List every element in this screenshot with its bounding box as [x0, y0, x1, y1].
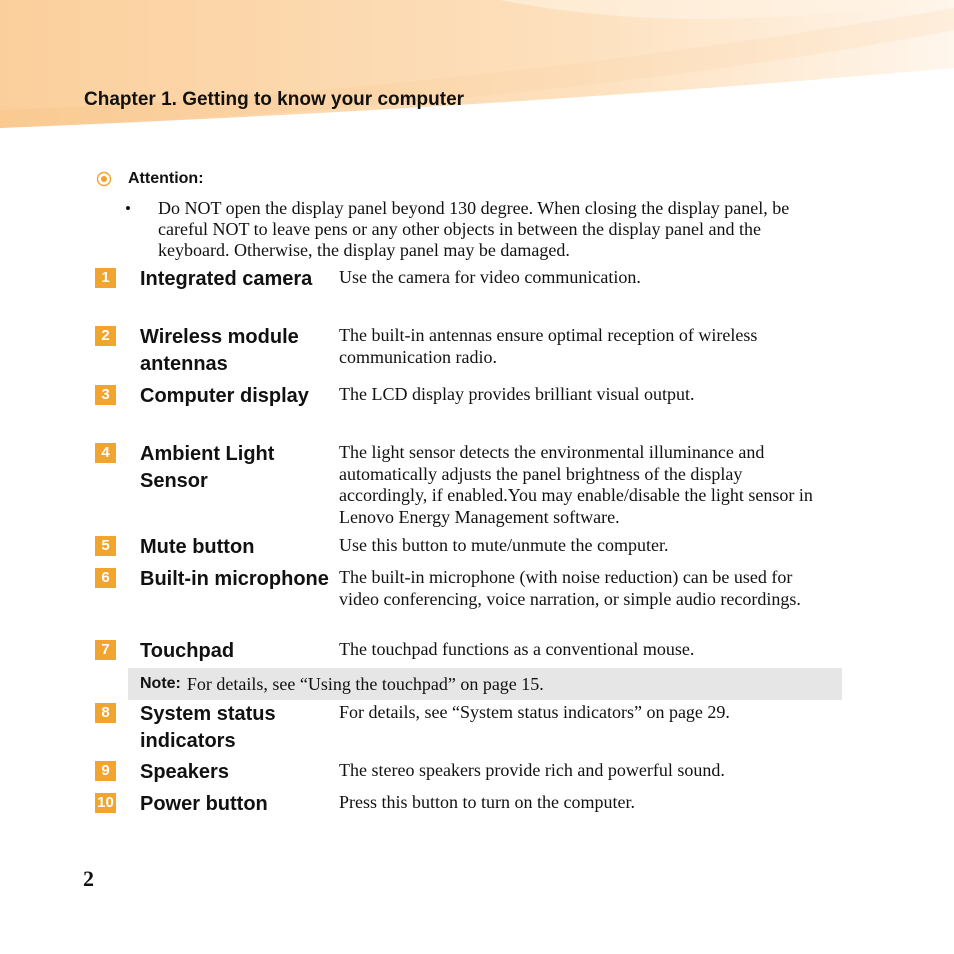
- component-label: Mute button: [140, 536, 255, 558]
- callout-number: 10: [95, 793, 116, 813]
- component-label: Touchpad: [140, 640, 235, 662]
- component-label: Integrated camera: [140, 268, 313, 290]
- component-description: The built-in microphone (with noise reduction) can be used for video conferencing, voice narration, or simple audio recordings.: [339, 567, 801, 609]
- note-label: Note:: [140, 675, 181, 692]
- component-description: Use this button to mute/unmute the computer.: [339, 535, 669, 555]
- attention-text: Do NOT open the display panel beyond 130 degree. When closing the display panel, be careful NOT to leave pens or any other objects in between the display panel and the keyboard. Otherwise, the display panel may be damaged.: [158, 198, 790, 260]
- component-description: The touchpad functions as a conventional mouse.: [339, 639, 695, 659]
- component-description: Use the camera for video communication.: [339, 267, 641, 287]
- attention-label: Attention:: [128, 170, 204, 187]
- callout-number: 3: [95, 385, 116, 405]
- callout-number: 9: [95, 761, 116, 781]
- component-label: Wireless module antennas: [140, 326, 299, 375]
- callout-number: 6: [95, 568, 116, 588]
- component-label: Power button: [140, 793, 268, 815]
- callout-number: 4: [95, 443, 116, 463]
- chapter-title: Chapter 1. Getting to know your computer: [84, 89, 465, 110]
- component-description: The stereo speakers provide rich and powerful sound.: [339, 760, 725, 780]
- attention-circle-icon: [95, 170, 113, 188]
- callout-number: 5: [95, 536, 116, 556]
- component-label: Speakers: [140, 761, 229, 783]
- attention-heading: [95, 168, 835, 190]
- page-number: 2: [83, 866, 94, 891]
- component-description: The built-in antennas ensure optimal reception of wireless communication radio.: [339, 325, 758, 367]
- component-label: Built-in microphone: [140, 568, 329, 590]
- component-description: The LCD display provides brilliant visual output.: [339, 384, 695, 404]
- attention-bullet-item: [95, 198, 835, 261]
- header-band-graphic: [0, 0, 954, 140]
- component-label: Computer display: [140, 385, 309, 407]
- component-description: For details, see “System status indicators” on page 29.: [339, 702, 730, 722]
- callout-number: 2: [95, 326, 116, 346]
- callout-number: 8: [95, 703, 116, 723]
- component-label: Ambient Light Sensor: [140, 443, 275, 492]
- callout-number: 7: [95, 640, 116, 660]
- header-band: [0, 0, 954, 140]
- callout-number: 1: [95, 268, 116, 288]
- note-box: [128, 668, 842, 700]
- component-description: Press this button to turn on the computer.: [339, 792, 635, 812]
- note-text: For details, see “Using the touchpad” on page 15.: [186, 673, 544, 694]
- component-label: System status indicators: [140, 703, 276, 752]
- attention-block: [95, 168, 835, 261]
- bullet-marker: •: [125, 199, 131, 218]
- component-description: The light sensor detects the environmental illuminance and automatically adjusts the panel brightness of the display accordingly, if enabled.You may enable/disable the light sensor in Lenovo Energy Management software.: [339, 442, 813, 527]
